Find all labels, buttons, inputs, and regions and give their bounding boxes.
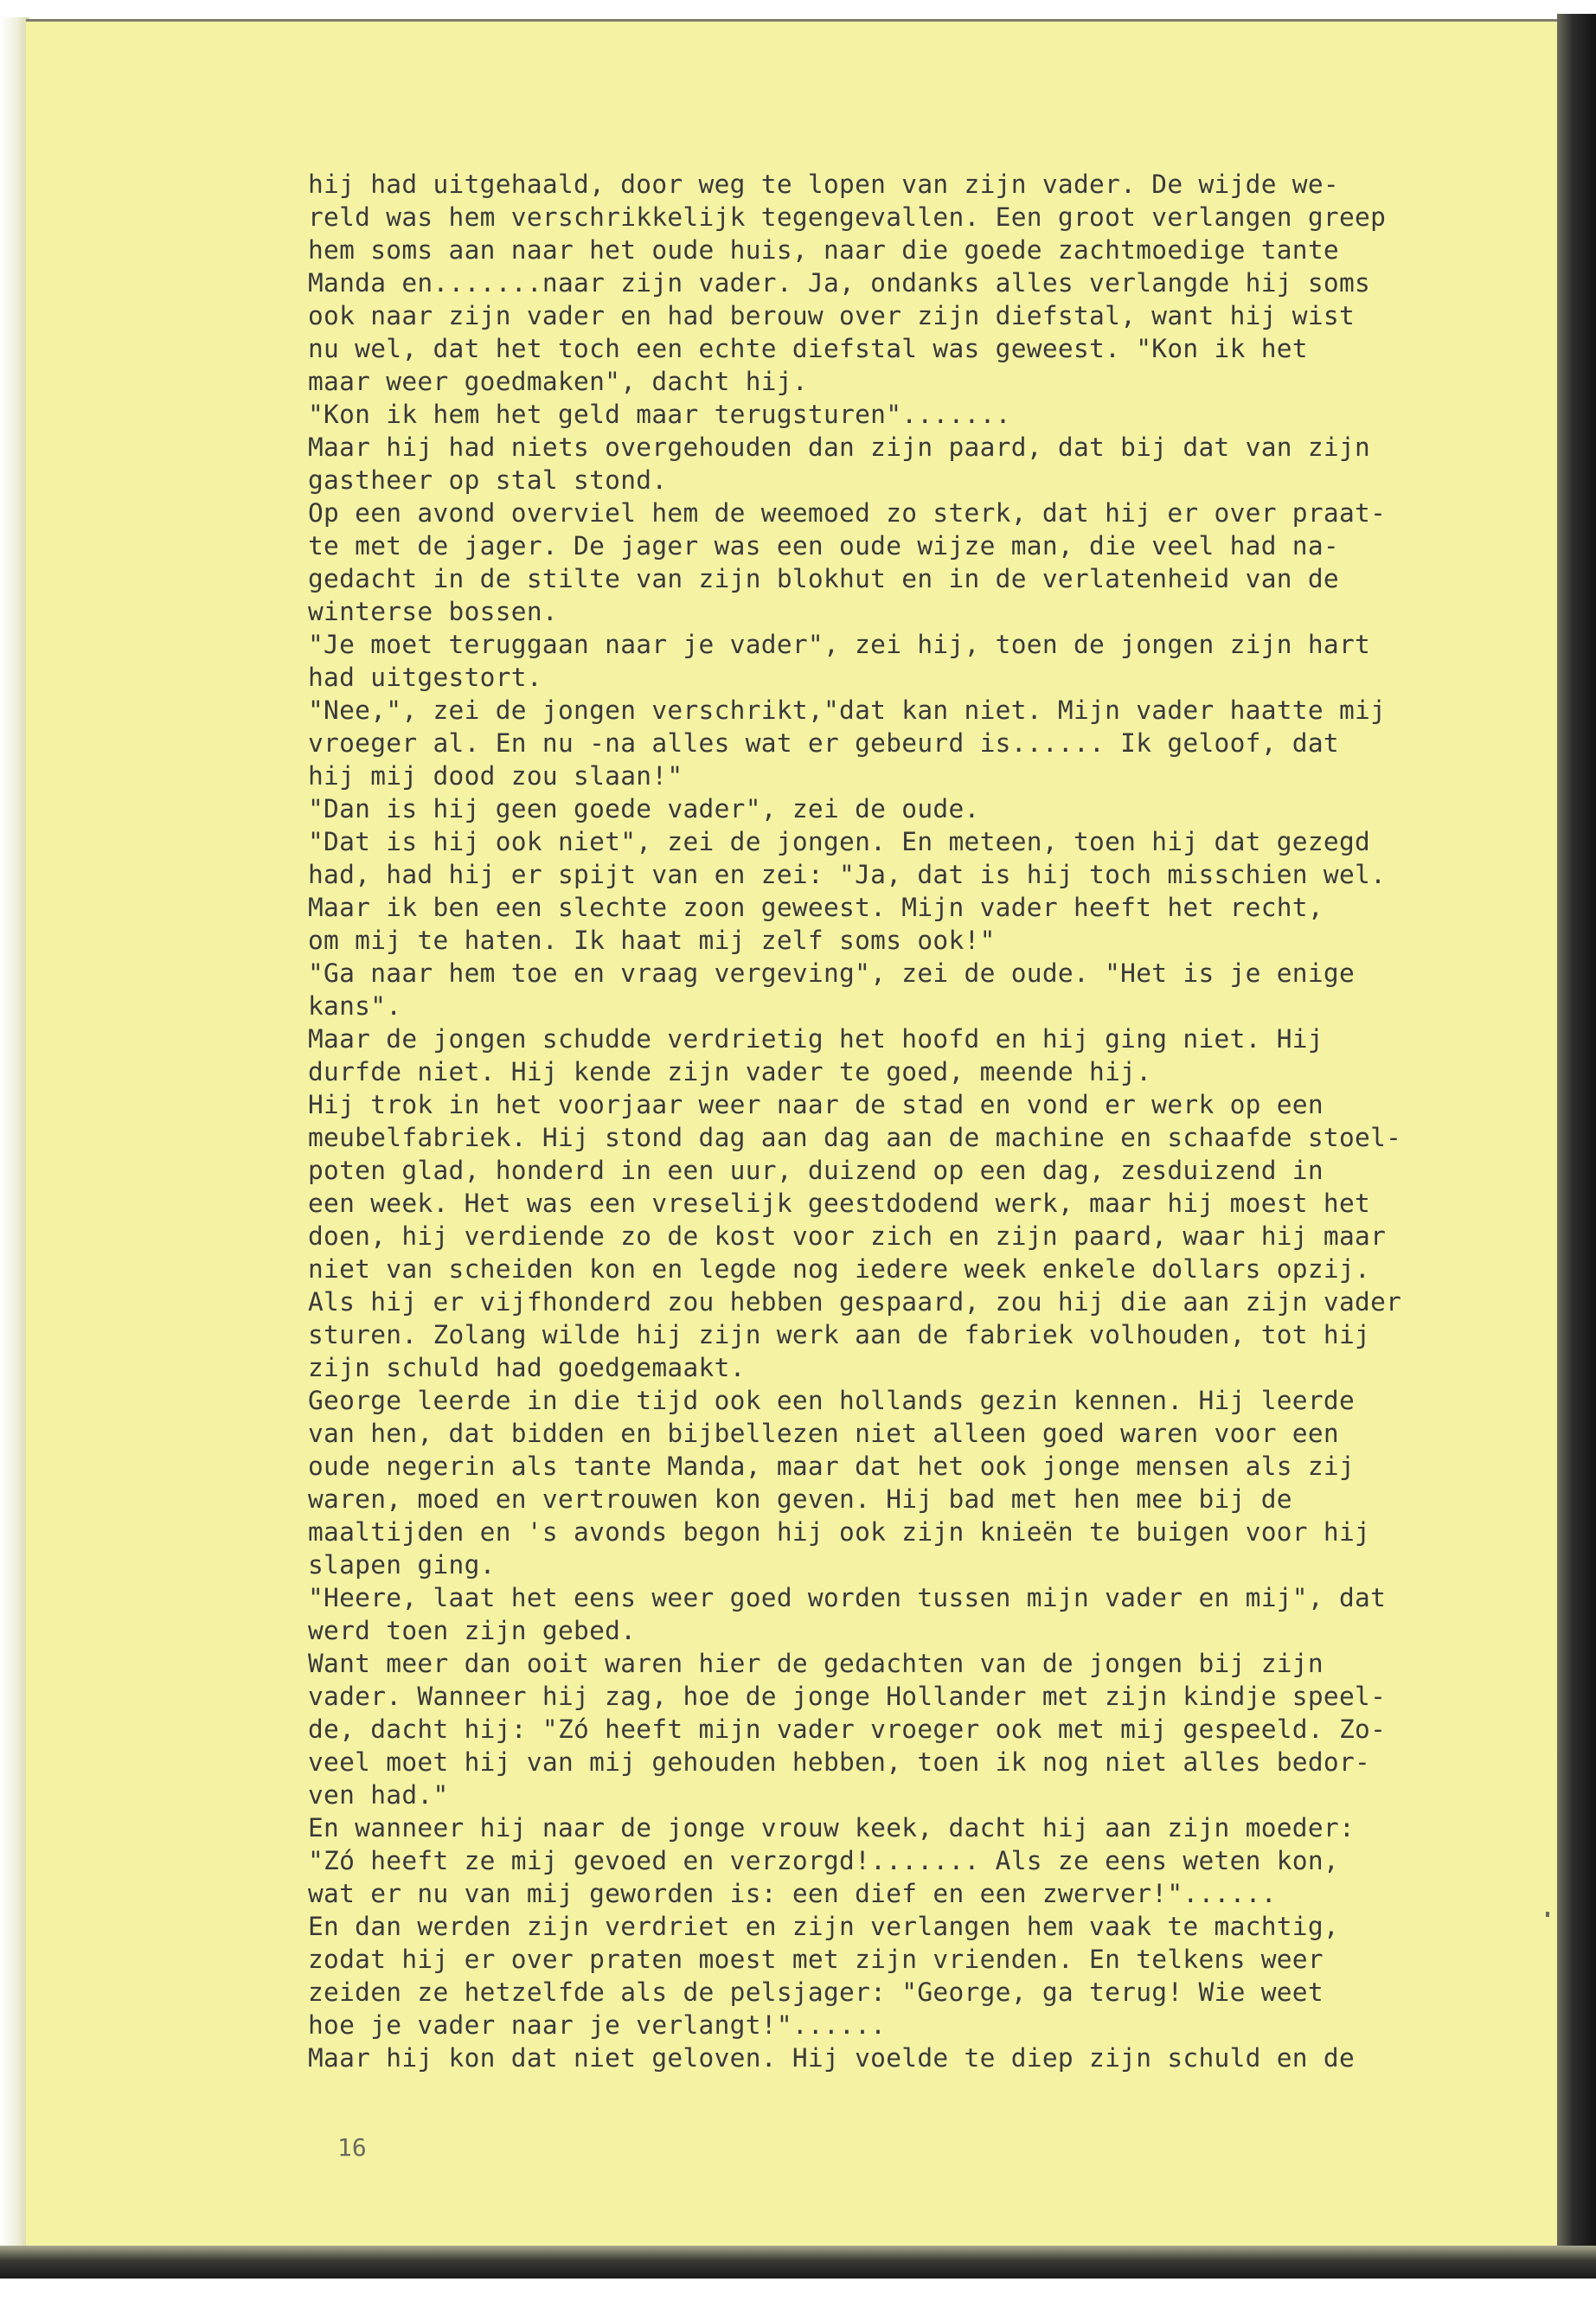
text-line: "Dan is hij geen goede vader", zei de oude. <box>308 794 980 824</box>
text-line: durfde niet. Hij kende zijn vader te goed, meende hij. <box>308 1057 1152 1086</box>
text-line: Maar hij kon dat niet geloven. Hij voelde te diep zijn schuld en de <box>308 2043 1356 2073</box>
text-line: hij mij dood zou slaan!" <box>308 761 683 791</box>
text-line: om mij te haten. Ik haat mij zelf soms ook!" <box>308 926 996 955</box>
text-line: vroeger al. En nu -na alles wat er gebeurd is...... Ik geloof, dat <box>308 728 1339 758</box>
text-line: doen, hij verdiende zo de kost voor zich en zijn paard, waar hij maar <box>308 1221 1387 1251</box>
book-binding-edge <box>1557 14 1596 2280</box>
text-line: "Heere, laat het eens weer goed worden tussen mijn vader en mij", dat <box>308 1583 1387 1612</box>
text-line: van hen, dat bidden en bijbellezen niet alleen goed waren voor een <box>308 1419 1339 1448</box>
text-line: "Ga naar hem toe en vraag vergeving", zei de oude. "Het is je enige <box>308 958 1356 988</box>
text-line: zeiden ze hetzelfde als de pelsjager: "George, ga terug! Wie weet <box>308 1977 1324 2007</box>
text-line: "Dat is hij ook niet", zei de jongen. En meteen, toen hij dat gezegd <box>308 827 1371 856</box>
text-line: "Je moet teruggaan naar je vader", zei hij, toen de jongen zijn hart <box>308 630 1371 659</box>
text-line: "Kon ik hem het geld maar terugsturen"....... <box>308 400 1011 429</box>
margin-mark <box>1546 1912 1549 1917</box>
text-line: winterse bossen. <box>308 597 558 626</box>
text-line: ook naar zijn vader en had berouw over zijn diefstal, want hij wist <box>308 301 1356 330</box>
text-line: hem soms aan naar het oude huis, naar die goede zachtmoedige tante <box>308 235 1339 265</box>
text-line: Als hij er vijfhonderd zou hebben gespaard, zou hij die aan zijn vader <box>308 1287 1402 1317</box>
text-line: gedacht in de stilte van zijn blokhut en in de verlatenheid van de <box>308 564 1339 593</box>
text-line: sturen. Zolang wilde hij zijn werk aan de fabriek volhouden, tot hij <box>308 1320 1371 1349</box>
text-line: reld was hem verschrikkelijk tegengevallen. Een groot verlangen greep <box>308 202 1387 232</box>
text-line: zijn schuld had goedgemaakt. <box>308 1353 746 1382</box>
text-line: de, dacht hij: "Zó heeft mijn vader vroeger ook met mij gespeeld. Zo- <box>308 1715 1387 1744</box>
text-line: poten glad, honderd in een uur, duizend op een dag, zesduizend in <box>308 1156 1324 1185</box>
text-line: "Nee,", zei de jongen verschrikt,"dat kan niet. Mijn vader haatte mij <box>308 695 1387 725</box>
text-line: nu wel, dat het toch een echte diefstal was geweest. "Kon ik het <box>308 334 1308 363</box>
text-line: maar weer goedmaken", dacht hij. <box>308 367 808 396</box>
text-line: zodat hij er over praten moest met zijn vrienden. En telkens weer <box>308 1945 1324 1974</box>
text-line: had uitgestort. <box>308 663 542 692</box>
bottom-page-edge <box>0 2246 1596 2279</box>
text-line: een week. Het was een vreselijk geestdodend werk, maar hij moest het <box>308 1189 1371 1218</box>
text-line: En dan werden zijn verdriet en zijn verlangen hem vaak te machtig, <box>308 1912 1339 1941</box>
text-line: werd toen zijn gebed. <box>308 1616 637 1645</box>
text-line: Hij trok in het voorjaar weer naar de stad en vond er werk op een <box>308 1090 1324 1119</box>
text-line: waren, moed en vertrouwen kon geven. Hij bad met hen mee bij de <box>308 1484 1292 1514</box>
body-text <box>308 168 1502 2074</box>
left-page-shadow <box>0 17 29 2266</box>
text-line: Manda en.......naar zijn vader. Ja, ondanks alles verlangde hij soms <box>308 268 1371 298</box>
text-line: George leerde in die tijd ook een hollands gezin kennen. Hij leerde <box>308 1386 1356 1415</box>
text-line: "Zó heeft ze mij gevoed en verzorgd!....... Als ze eens weten kon, <box>308 1846 1339 1875</box>
text-line: Maar ik ben een slechte zoon geweest. Mijn vader heeft het recht, <box>308 893 1324 922</box>
text-line: Maar de jongen schudde verdrietig het hoofd en hij ging niet. Hij <box>308 1024 1324 1054</box>
text-line: Maar hij had niets overgehouden dan zijn paard, dat bij dat van zijn <box>308 433 1371 462</box>
text-line: slapen ging. <box>308 1550 496 1580</box>
text-line: ven had." <box>308 1780 449 1810</box>
text-line: Op een avond overviel hem de weemoed zo sterk, dat hij er over praat- <box>308 498 1387 528</box>
text-line: gastheer op stal stond. <box>308 465 668 495</box>
text-line: veel moet hij van mij gehouden hebben, toen ik nog niet alles bedor- <box>308 1747 1371 1777</box>
text-line: En wanneer hij naar de jonge vrouw keek, dacht hij aan zijn moeder: <box>308 1813 1356 1843</box>
text-line: kans". <box>308 991 402 1021</box>
text-line: wat er nu van mij geworden is: een dief en een zwerver!"...... <box>308 1879 1277 1908</box>
text-line: maaltijden en 's avonds begon hij ook zijn knieën te buigen voor hij <box>308 1517 1371 1547</box>
text-line: Want meer dan ooit waren hier de gedachten van de jongen bij zijn <box>308 1649 1324 1678</box>
scan-margin <box>0 2279 1596 2301</box>
text-line: niet van scheiden kon en legde nog iedere week enkele dollars opzij. <box>308 1254 1371 1284</box>
page-number: 16 <box>337 2133 367 2162</box>
text-line: hoe je vader naar je verlangt!"...... <box>308 2010 887 2040</box>
text-line: hij had uitgehaald, door weg te lopen van zijn vader. De wijde we- <box>308 170 1339 199</box>
text-line: had, had hij er spijt van en zei: "Ja, dat is hij toch misschien wel. <box>308 860 1387 889</box>
text-line: vader. Wanneer hij zag, hoe de jonge Hollander met zijn kindje speel- <box>308 1682 1387 1711</box>
text-line: meubelfabriek. Hij stond dag aan dag aan de machine en schaafde stoel- <box>308 1123 1402 1152</box>
text-line: oude negerin als tante Manda, maar dat het ook jonge mensen als zij <box>308 1452 1356 1481</box>
text-line: te met de jager. De jager was een oude wijze man, die veel had na- <box>308 531 1339 561</box>
